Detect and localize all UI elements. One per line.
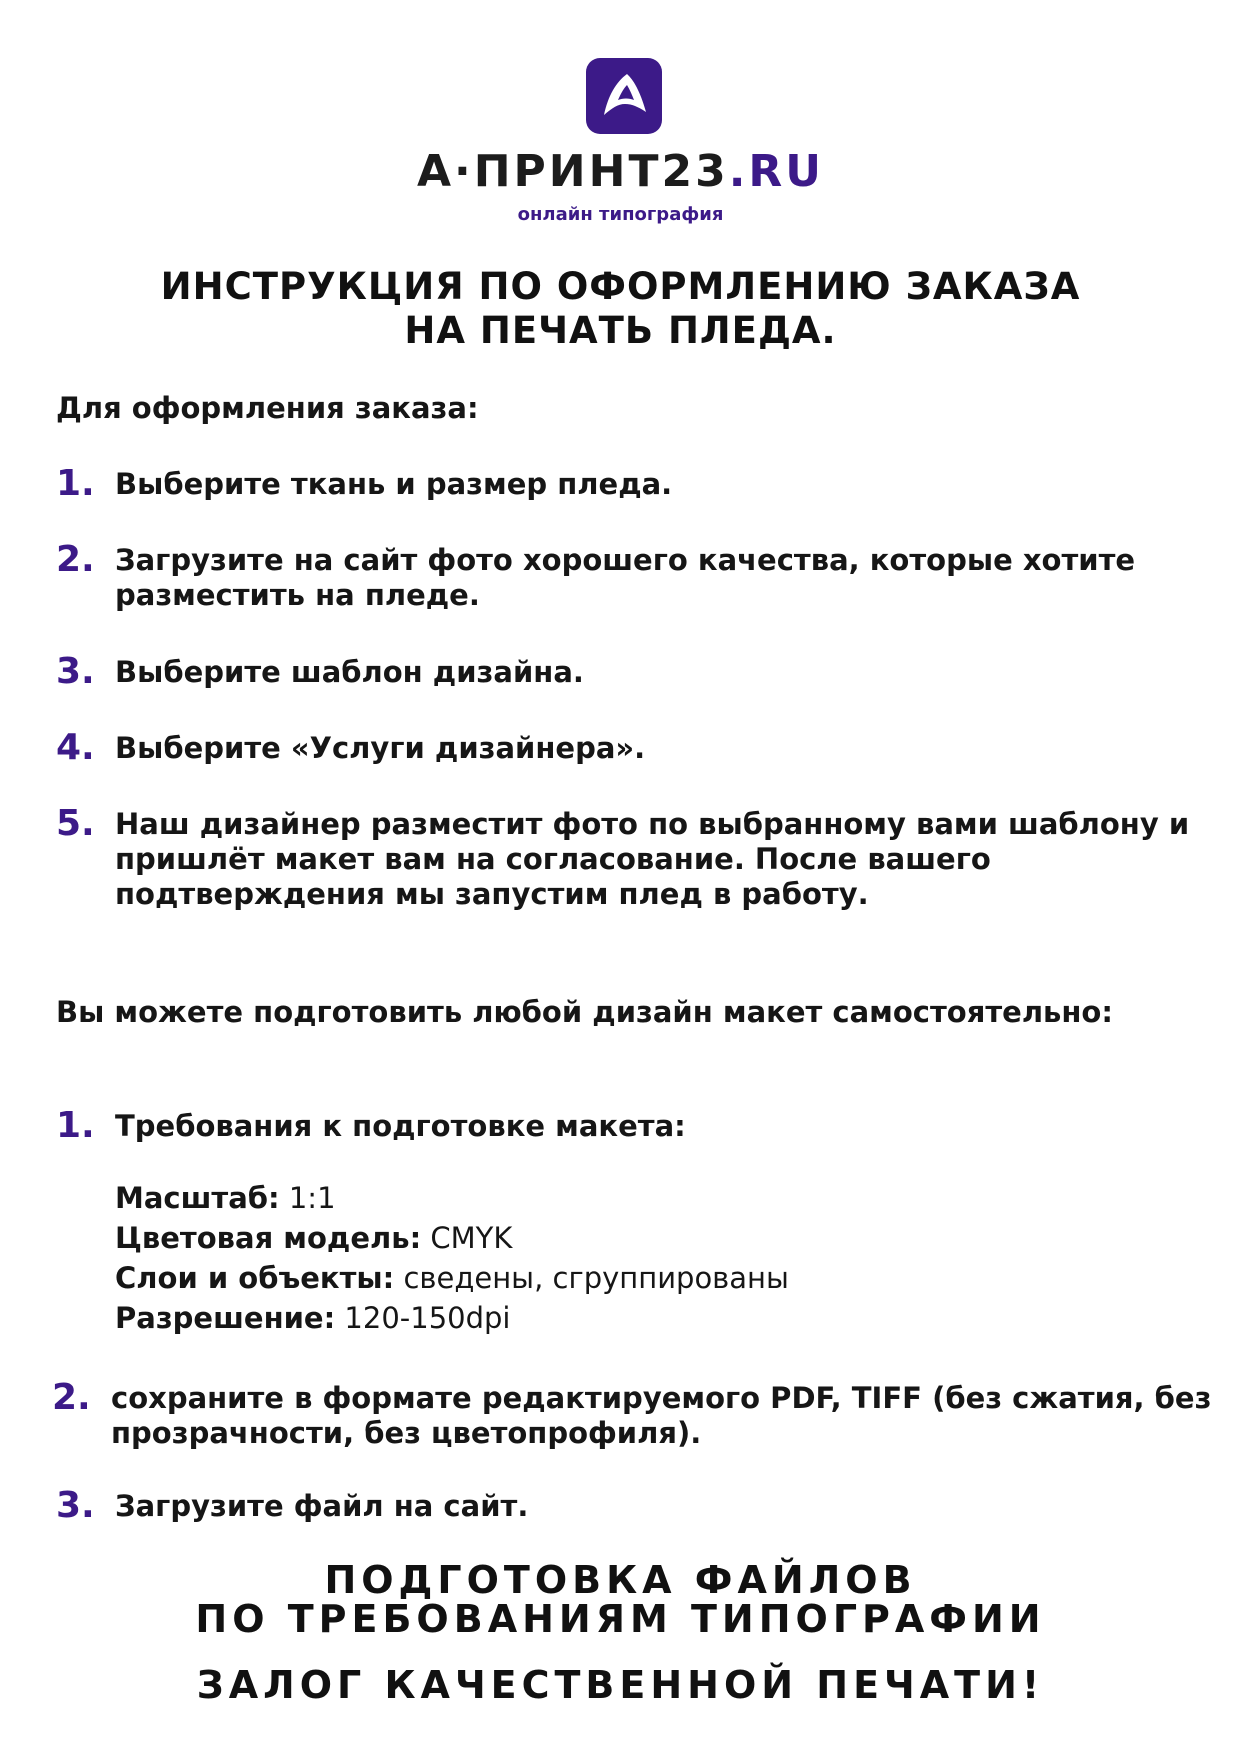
requirement-key: Разрешение: (115, 1301, 336, 1335)
page-title-line-1: ИНСТРУКЦИЯ ПО ОФОРМЛЕНИЮ ЗАКАЗА (160, 265, 1081, 308)
step-number: 3. (56, 1485, 95, 1526)
requirement-key: Слои и объекты: (115, 1261, 395, 1295)
requirement-key: Масштаб: (115, 1181, 280, 1215)
brand-tagline: онлайн типография (517, 204, 724, 225)
footer-slogan-line-3: ЗАЛОГ КАЧЕСТВЕННОЙ ПЕЧАТИ! (196, 1663, 1045, 1707)
step-text: Требования к подготовке макета: (115, 1109, 686, 1143)
step-text: Выберите ткань и размер пледа. (115, 467, 673, 501)
brand-name (0, 146, 1241, 198)
footer-slogan-line-1: ПОДГОТОВКА ФАЙЛОВ (324, 1558, 917, 1602)
brand-name-main: А·ПРИНТ23 (416, 146, 729, 197)
brand-name-accent: .RU (728, 146, 825, 197)
requirement-value: 120-150dpi (344, 1301, 511, 1335)
step-text: Загрузите файл на сайт. (115, 1489, 529, 1523)
step-number: 3. (56, 651, 95, 692)
step-number: 4. (56, 727, 95, 768)
requirement-value: 1:1 (288, 1181, 336, 1215)
step-text: Выберите «Услуги дизайнера». (115, 731, 646, 765)
footer-slogan-line-2: ПО ТРЕБОВАНИЯМ ТИПОГРАФИИ (195, 1597, 1046, 1641)
requirements-list (115, 1178, 1115, 1338)
page-title (0, 265, 1241, 353)
step-number: 5. (56, 803, 95, 844)
step-number: 1. (56, 463, 95, 504)
requirement-row (115, 1218, 1115, 1258)
step-number: 2. (52, 1377, 91, 1418)
requirement-row (115, 1298, 1115, 1338)
step-text: сохраните в формате редактируемого PDF, TIFF (без сжатия, без прозрачности, без цветопрофиля). (111, 1381, 1212, 1450)
step-text: Наш дизайнер разместит фото по выбранному вами шаблону и пришлёт макет вам на согласование. После вашего подтверждения мы запустим плед в работу. (115, 807, 1190, 911)
requirement-key: Цветовая модель: (115, 1221, 422, 1255)
requirement-row (115, 1178, 1115, 1218)
order-section-heading: Для оформления заказа: (56, 391, 479, 425)
a-letter-logo-icon (586, 58, 662, 134)
step-text: Загрузите на сайт фото хорошего качества, которые хотите разместить на пледе. (115, 543, 1136, 612)
requirement-value: CMYK (430, 1221, 513, 1255)
requirement-value: сведены, сгруппированы (403, 1261, 789, 1295)
step-number: 1. (56, 1105, 95, 1146)
self-section-heading: Вы можете подготовить любой дизайн макет самостоятельно: (56, 995, 1113, 1029)
requirement-row (115, 1258, 1115, 1298)
step-number: 2. (56, 539, 95, 580)
step-text: Выберите шаблон дизайна. (115, 655, 584, 689)
page-title-line-2: НА ПЕЧАТЬ ПЛЕДА. (404, 309, 837, 352)
